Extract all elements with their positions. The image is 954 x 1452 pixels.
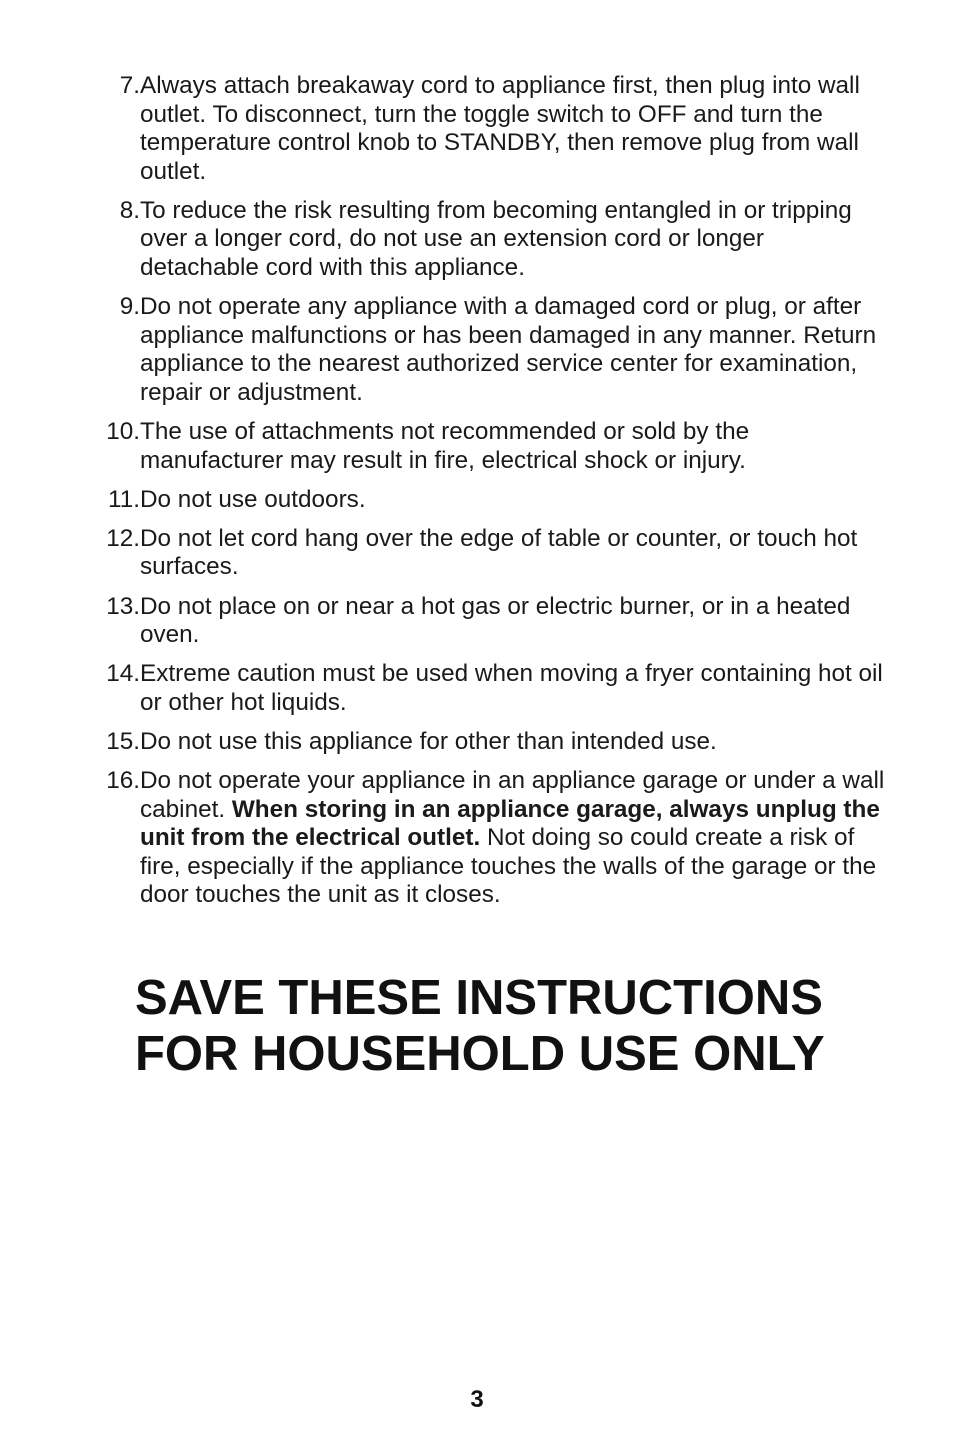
item-number bbox=[78, 593, 140, 650]
item-number bbox=[78, 486, 140, 515]
list-item bbox=[78, 197, 888, 283]
item-number bbox=[78, 72, 140, 186]
item-text-bold-warning: When storing in an appliance garage, always unplug the unit from the electrical outlet. bbox=[140, 795, 880, 852]
item-text-start: Do not operate your appliance in an appliance garage or under a wall cabinet. bbox=[140, 766, 885, 823]
item-number-label: 7. bbox=[119, 72, 140, 99]
list-item bbox=[78, 293, 888, 407]
item-text: Do not let cord hang over the edge of table or counter, or touch hot surfaces. bbox=[140, 524, 858, 581]
item-text: Always attach breakaway cord to appliance first, then plug into wall outlet. To disconnect, turn the toggle switch to OFF and turn the temperature control knob to STANDBY, then remove plug from wall outlet. bbox=[140, 72, 860, 185]
list-item bbox=[78, 525, 888, 582]
item-number-label: 8. bbox=[119, 196, 140, 224]
item-text bbox=[140, 767, 888, 910]
item-number-label: 11. bbox=[108, 485, 140, 513]
safety-instructions-list bbox=[78, 72, 888, 920]
item-number bbox=[78, 767, 140, 910]
item-text: To reduce the risk resulting from becoming entangled in or tripping over a longer cord, do not use an extension cord or longer detachable cord with this appliance. bbox=[140, 196, 852, 282]
item-number-label: 16. bbox=[106, 766, 140, 794]
item-text: Do not place on or near a hot gas or electric burner, or in a heated oven. bbox=[140, 592, 851, 649]
item-text-end: Not doing so could create a risk of fire, especially if the appliance touches the walls of the garage or the door touches the unit as it closes. bbox=[140, 824, 877, 909]
item-number bbox=[78, 525, 140, 582]
item-number bbox=[78, 418, 140, 475]
item-number-label: 9. bbox=[119, 293, 140, 321]
item-number-label: 14. bbox=[106, 660, 140, 688]
item-text: Extreme caution must be used when moving a fryer containing hot oil or other hot liquids. bbox=[140, 660, 883, 716]
list-item bbox=[78, 486, 888, 515]
item-number bbox=[78, 728, 140, 757]
list-item bbox=[78, 728, 888, 757]
item-text: Do not use this appliance for other than intended use. bbox=[140, 727, 717, 755]
heading-line-2: FOR HOUSEHOLD USE ONLY bbox=[135, 1027, 825, 1081]
list-item bbox=[78, 660, 888, 717]
list-item bbox=[78, 72, 888, 186]
item-number bbox=[78, 197, 140, 283]
item-number bbox=[78, 660, 140, 717]
item-number-label: 13. bbox=[106, 592, 140, 620]
page-number: 3 bbox=[470, 1386, 484, 1413]
item-number-label: 15. bbox=[106, 727, 140, 755]
item-number-label: 10. bbox=[106, 418, 140, 446]
list-item bbox=[78, 418, 888, 475]
item-text: The use of attachments not recommended or sold by the manufacturer may result in fire, electrical shock or injury. bbox=[140, 418, 750, 474]
list-item bbox=[78, 593, 888, 650]
item-text: Do not use outdoors. bbox=[140, 485, 366, 513]
item-number-label: 12. bbox=[106, 524, 140, 552]
item-number bbox=[78, 293, 140, 407]
item-text: Do not operate any appliance with a damaged cord or plug, or after appliance malfunctions or has been damaged in any manner. Return appliance to the nearest authorized service center for examination, repair or adjustment. bbox=[140, 293, 877, 406]
list-item bbox=[78, 767, 888, 910]
heading-line-1: SAVE THESE INSTRUCTIONS bbox=[135, 971, 823, 1025]
save-instructions-heading bbox=[135, 970, 915, 1082]
